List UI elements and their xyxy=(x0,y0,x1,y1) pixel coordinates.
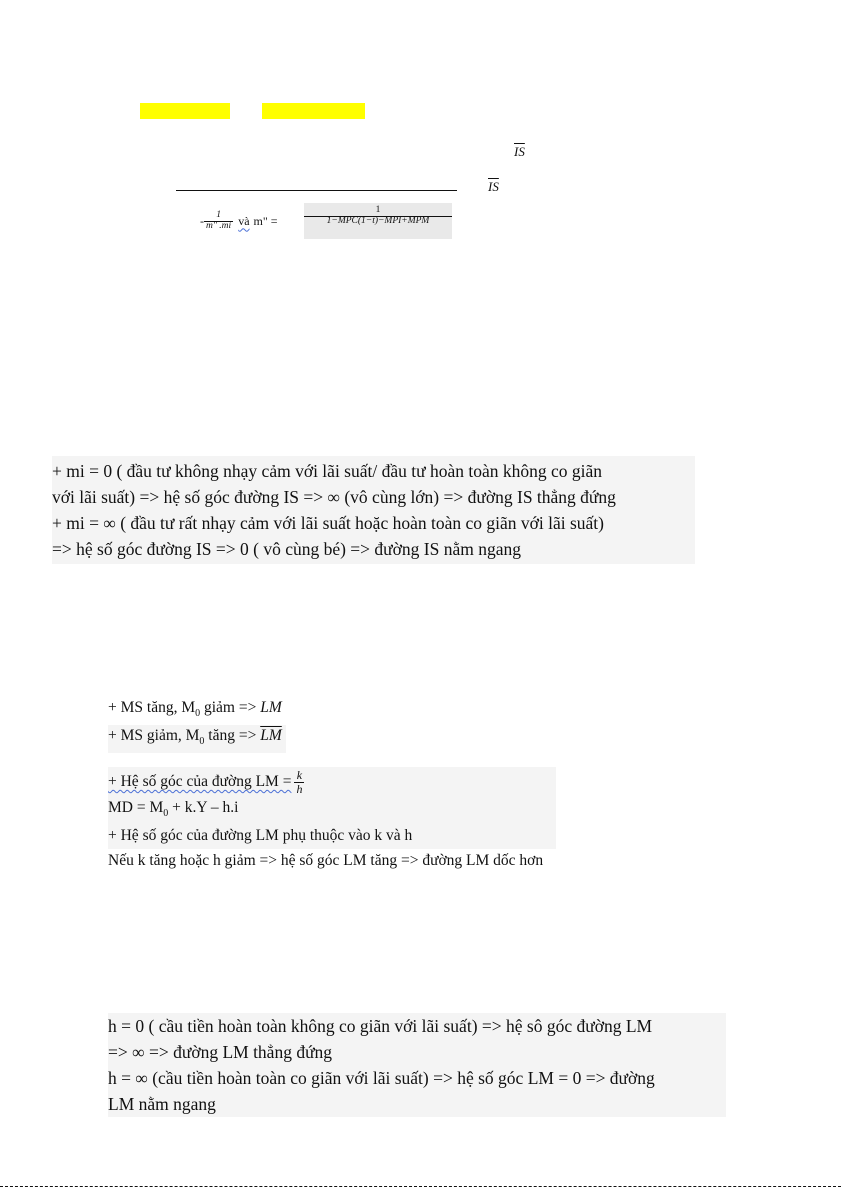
lm-slope-line-3: + Hệ số góc của đường LM phụ thuộc vào k và h xyxy=(108,827,413,845)
formula-fraction-2-den: 1−MPC(1−t)−MPI+MPM xyxy=(326,215,430,226)
lm-shift-line-2: + MS giảm, $M_0$ tăng => $\overline{LM}$ xyxy=(108,725,286,753)
formula-m-double-prime: m" = xyxy=(253,213,278,228)
is-line-4: => hệ số góc đường IS => 0 ( vô cùng bé) => đường IS nằm ngang xyxy=(52,539,521,559)
is-line-2: với lãi suất) => hệ số góc đường IS => ∞ (vô cùng lớn) => đường IS thẳng đứng xyxy=(52,487,616,507)
lm-slope-fraction: $\frac{k}{h}$ xyxy=(296,767,303,796)
formula-fraction-1-den: m'' .mi xyxy=(206,220,232,231)
formula-connector: và xyxy=(238,213,250,228)
lm-slope-block xyxy=(108,767,556,849)
formula-fraction-1-num: 1 xyxy=(204,211,233,222)
lm-slope-line-1: + Hệ số góc của đường LM = $\frac{k}{h}$ xyxy=(108,767,303,796)
multiplier-formula xyxy=(200,203,278,239)
formula-fraction-2 xyxy=(304,206,452,227)
highlight-bar-1 xyxy=(140,103,230,119)
lm-slope-line-2: MD = $M_0 + k.Y - h.i$ xyxy=(108,799,239,820)
h-line-2: => ∞ => đường LM thẳng đứng xyxy=(108,1042,333,1062)
is-label-2: $\overline{IS}$ xyxy=(488,179,499,194)
money-demand-block xyxy=(108,1013,726,1117)
is-slope-block xyxy=(52,456,695,564)
formula-fraction-1 xyxy=(204,211,233,232)
horizontal-rule xyxy=(176,190,457,191)
lm-symbol-left: $\overline{LM}$ xyxy=(260,727,282,745)
formula-prefix: - xyxy=(200,213,204,228)
is-line-3: + mi = ∞ ( đầu tư rất nhạy cảm với lãi suất hoặc hoàn toàn co giãn với lãi suất) xyxy=(52,513,605,533)
formula-fraction-2-box xyxy=(304,203,452,239)
lm-shift-block xyxy=(108,697,286,753)
h-line-3: h = ∞ (cầu tiền hoàn toàn co giãn với lãi suất) => hệ số góc LM = 0 => đường xyxy=(108,1068,655,1088)
is-label-1: $\overline{IS}$ xyxy=(514,144,525,159)
h-line-4: LM nằm ngang xyxy=(108,1094,216,1114)
lm-shift-line-1: + MS tăng, $M_0$ giảm => LM xyxy=(108,699,282,720)
lm-slope-line-4: Nếu k tăng hoặc h giảm => hệ số góc LM tăng => đường LM dốc hơn xyxy=(108,852,544,869)
lm-symbol-right: LM xyxy=(260,699,282,716)
page-bottom-dashed-line xyxy=(0,1186,841,1187)
h-line-1: h = 0 ( cầu tiền hoàn toàn không co giãn với lãi suất) => hệ sô góc đường LM xyxy=(108,1016,653,1036)
formula-fraction-2-num: 1 xyxy=(304,206,452,217)
is-line-1: + mi = 0 ( đầu tư không nhạy cảm với lãi suất/ đầu tư hoàn toàn không co giãn xyxy=(52,461,603,481)
highlight-bar-2 xyxy=(262,103,365,119)
